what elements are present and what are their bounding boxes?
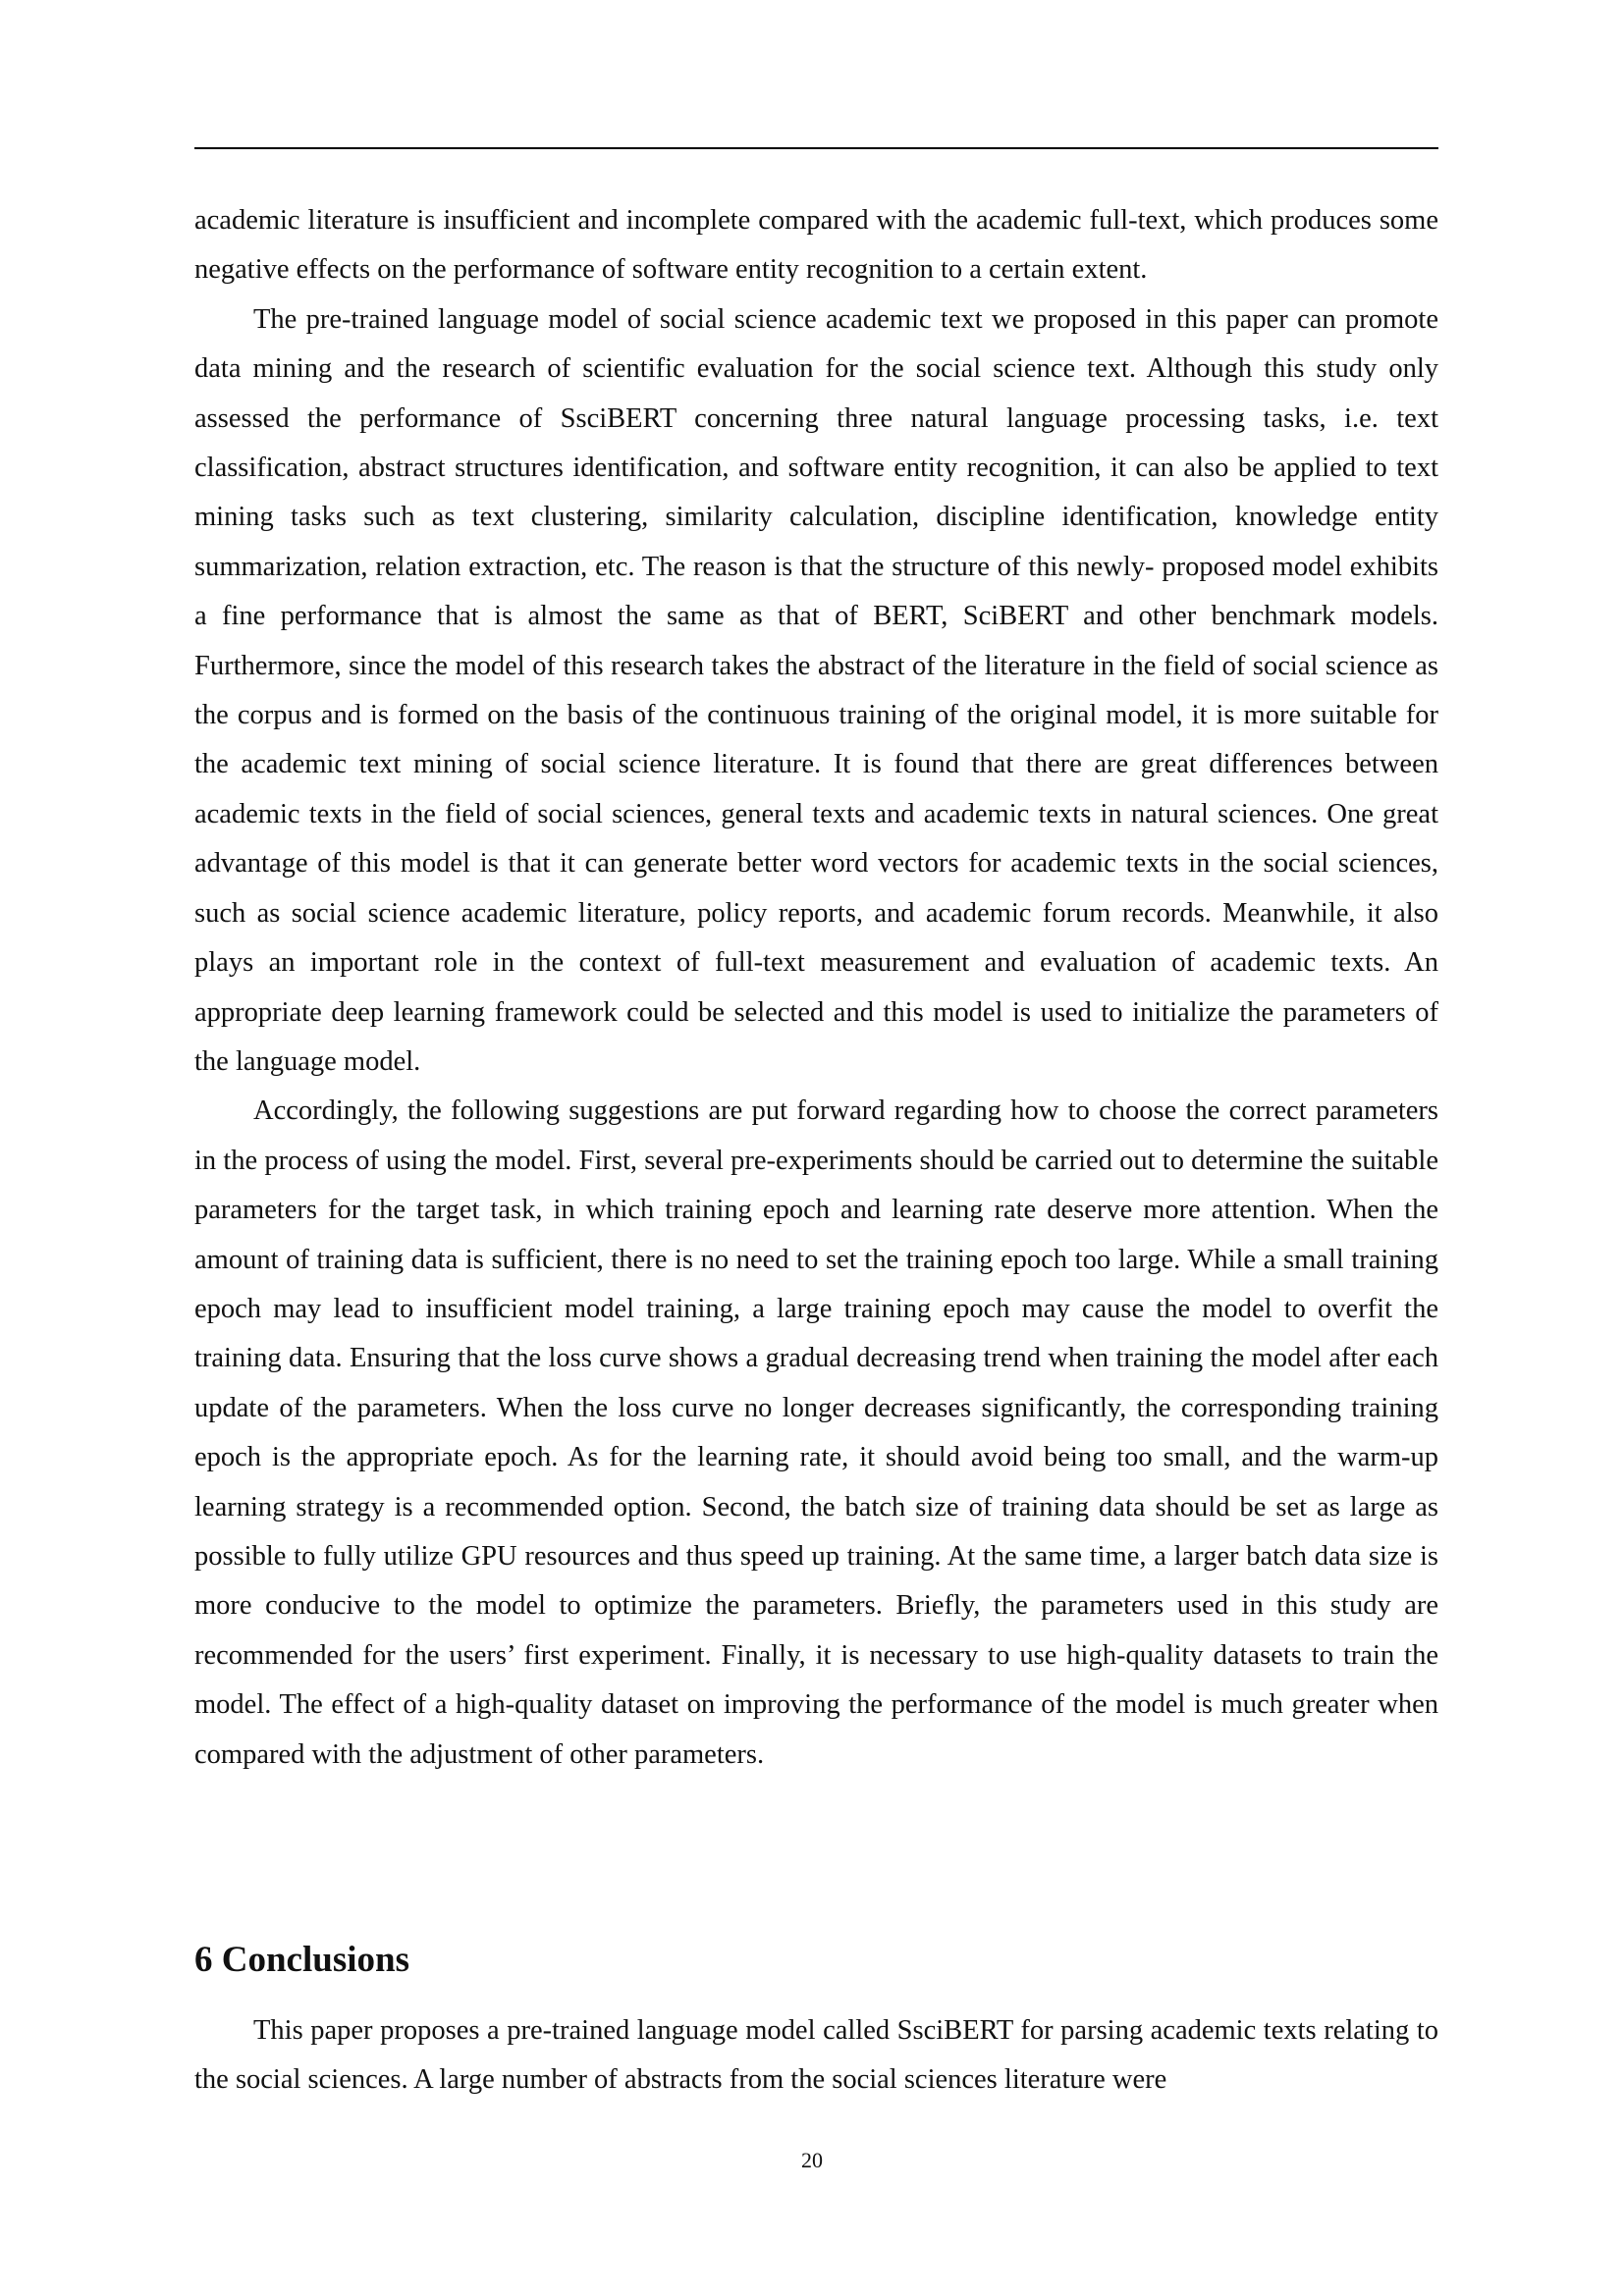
paragraph-parameter-suggestions: Accordingly, the following suggestions are put forward regarding how to choose the correct parameters in the process of using the model. First, several pre-experiments should be carried out to determine the suitable parameters for the target task, in which training epoch and learning rate deserve more attention. When the amount of training data is sufficient, there is no need to set the training epoch too large. While a small training epoch may lead to insufficient model training, a large training epoch may cause the model to overfit the training data. Ensuring that the loss curve shows a gradual decreasing trend when training the model after each update of the parameters. When the loss curve no longer decreases significantly, the corresponding training epoch is the appropriate epoch. As for the learning rate, it should avoid being too small, and the warm-up learning strategy is a recommended option. Second, the batch size of training data should be set as large as possible to fully utilize GPU resources and thus speed up training. At the same time, a larger batch data size is more conducive to the model to optimize the parameters. Briefly, the parameters used in this study are recommended for the users’ first experiment. Finally, it is necessary to use high-quality datasets to train the model. The effect of a high-quality dataset on improving the performance of the model is much greater when compared with the adjustment of other parameters.	[194, 1095, 1438, 1770]
paragraph-continuation: academic literature is insufficient and incomplete compared with the academic full-text, which produces some negative effects on the performance of software entity recognition to a certain extent.	[194, 205, 1438, 286]
paragraph-conclusions-intro: This paper proposes a pre-trained language model called SsciBERT for parsing academic texts relating to the social sciences. A large number of abstracts from the social sciences literature were	[194, 2015, 1438, 2096]
section-heading-conclusions: 6 Conclusions	[194, 1940, 409, 1980]
paragraph-model-applications: The pre-trained language model of social science academic text we proposed in this paper can promote data mining and the research of scientific evaluation for the social science text. Although this study only assessed the performance of SsciBERT concerning three natural language processing tasks, i.e. text classification, abstract structures identification, and software entity recognition, it can also be applied to text mining tasks such as text clustering, similarity calculation, discipline identification, knowledge entity summarization, relation extraction, etc. The reason is that the structure of this newly- proposed model exhibits a fine performance that is almost the same as that of BERT, SciBERT and other benchmark models. Furthermore, since the model of this research takes the abstract of the literature in the field of social science as the corpus and is formed on the basis of the continuous training of the original model, it is more suitable for the academic text mining of social science literature. It is found that there are great differences between academic texts in the field of social sciences, general texts and academic texts in natural sciences. One great advantage of this model is that it can generate better word vectors for academic texts in the social sciences, such as social science academic literature, policy reports, and academic forum records. Meanwhile, it also plays an important role in the context of full-text measurement and evaluation of academic texts. An appropriate deep learning framework could be selected and this model is used to initialize the parameters of the language model.	[194, 303, 1438, 1077]
page-number: 20	[801, 2148, 823, 2172]
header-rule	[194, 147, 1438, 149]
body-text	[194, 196, 1438, 1780]
conclusions-body	[194, 2006, 1438, 2106]
